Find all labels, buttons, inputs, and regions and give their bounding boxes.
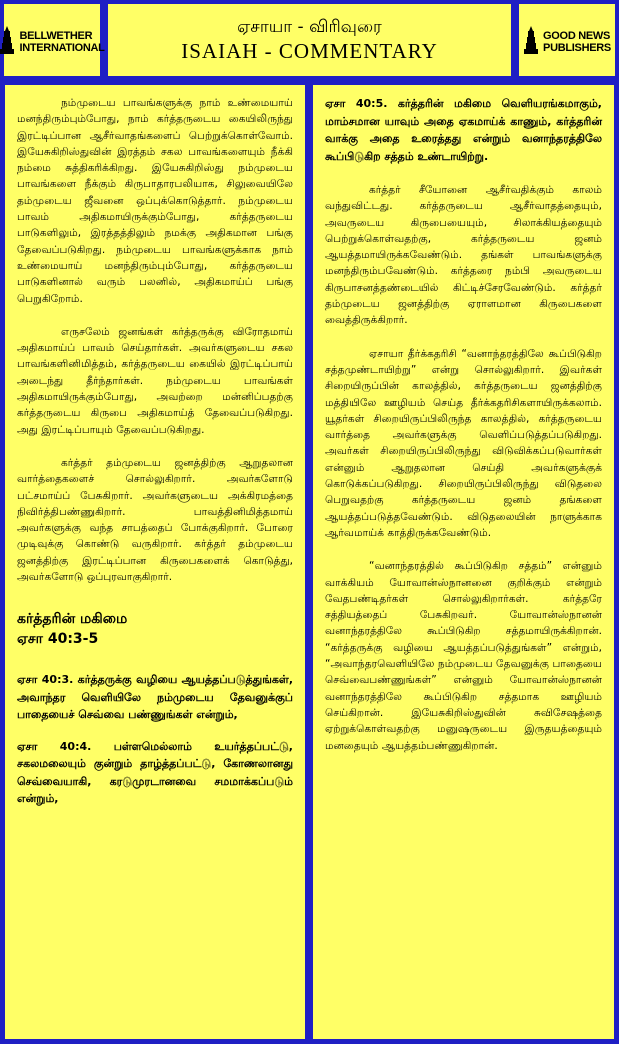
- section-reference: ஏசா 40:3-5: [17, 631, 99, 648]
- bell-tower-icon: [523, 26, 539, 54]
- logo-line2: PUBLISHERS: [543, 42, 611, 54]
- left-paragraph-3: கர்த்தர் தம்முடைய ஜனத்திற்கு ஆறுதலான வார்த்தைகளைச் சொல்லுகிறார். அவர்களோடு பட்சமாய்ப் பேசுகிறார். அவர்களுடைய அக்கிரமத்தை நிவிர்த்திபண்ணுகிறார். பாவத்தினிமித்தமாய் அவர்களுக்கு வந்த சாபத்தைப் போக்குகிறார். போரை முடிவுக்கு கொண்டு வருகிறார். கர்த்தர் தம்முடைய ஜனத்திற்கு இரட்டிப்பான கிருபைகளைக் கொடுத்து, அவர்களோடு ஒப்புரவாகுகிறார்.: [17, 456, 293, 584]
- logo-line1: GOOD NEWS: [543, 30, 611, 42]
- bell-tower-icon: [0, 26, 15, 54]
- title-english: ISAIAH - COMMENTARY: [181, 39, 438, 63]
- left-column: [5, 85, 305, 1039]
- left-paragraph-1: நம்முடைய பாவங்களுக்கு நாம் உண்மையாய் மனந்திரும்பும்போது, நாம் கர்த்தருடைய கையிலிருந்து இரட்டிப்பான ஆசீர்வாதங்களைப் பெற்றுக்கொள்வோம். இயேசுகிறிஸ்துவின் இரத்தம் சகல பாவங்களையும் நீக்கி நம்மை சுத்திகரிக்கிறது. இயேசுகிறிஸ்து நம்முடைய பாவங்களை நீக்கும் கிருபாதாரபலியாக, சிலுவையிலே தம்முடைய ஜீவனை ஒப்புக்கொடுத்தார். நம்முடைய பாவம் அதிகமாயிருக்கும்போது, கர்த்தருடைய பாடுகளிலும், இரத்தத்திலும் நமக்கு அதிகமான பங்கு தேவைப்படுகிறது. நம்முடைய பாவங்களுக்காக நாம் உண்மையாய் மனந்திரும்பும்போது, கர்த்தருடைய பாடுகளினால் வரும் பலனில், அதிகமாய்ப் பங்கு பெறுகிறோம்.: [17, 97, 293, 305]
- page-header: [108, 4, 511, 76]
- verse-40-3: ஏசா 40:3. கர்த்தருக்கு வழியை ஆயத்தப்படுத்துங்கள், அவாந்தர வெளியிலே நம்முடைய தேவனுக்குப் பாதையைச் செவ்வை பண்ணுங்கள் என்றும்,: [17, 673, 293, 722]
- section-heading: கர்த்தரின் மகிமை: [17, 611, 128, 628]
- logo-line1: BELLWETHER: [19, 30, 93, 42]
- right-paragraph-2: ஏசாயா தீர்க்கதரிசி “வனாந்தரத்திலே கூப்பிடுகிற சத்தமுண்டாயிற்று” என்று சொல்லுகிறார். இவர்கள் சிறையிருப்பின் காலத்தில், கர்த்தருடைய ஜனத்திற்கு மத்தியிலே ஊழியம் செய்த தீர்க்கதரிசிகளாயிருக்கலாம். யூதர்கள் சிறையிருப்பிலிருந்த காலத்தில், கர்த்தருடைய வார்த்தை அவர்களுக்கு வெளிப்படுத்தப்படுகிறது. அவர்கள் சிறையிருப்பிலிருந்து விடுவிக்கப்படுவார்கள் என்னும் ஆறுதலான செய்தி அவர்களுக்குக் கொடுக்கப்படுகிறது. சிறையிருப்பிலிருந்து விடுதலை பெறுவதற்கு கர்த்தருடைய ஜனம் தங்களை ஆயத்தப்படுத்தவேண்டும். விடுதலையின் நாளுக்காக ஆர்வமாய்க் காத்திருக்கவேண்டும்.: [325, 347, 602, 539]
- verse-40-5: ஏசா 40:5. கர்த்தரின் மகிமை வெளியரங்கமாகும், மாம்சமான யாவும் அதை ஏகமாய்க் காணும், கர்த்தரின் வாக்கு அதை உரைத்தது என்றும் வனாந்தரத்திலே கூப்பிடுகிற சத்தம் உண்டாயிற்று.: [325, 97, 602, 163]
- logo-line2: INTERNATIONAL: [19, 42, 105, 54]
- title-tamil: ஏசாயா - விரிவுரை: [237, 17, 382, 37]
- right-paragraph-3: “வனாந்தரத்தில் கூப்பிடுகிற சத்தம்” என்னும் வாக்கியம் யோவான்ஸ்நானனை குறிக்கும் என்றும் வேதபண்டிதர்கள் சொல்லுகிறார்கள். கர்த்தரே சத்தியத்தைப் பேசுகிறவர். யோவான்ஸ்நானன் வனாந்தரத்திலே கூப்பிடுகிற சத்தமாயிருக்கிறான். “கர்த்தருக்கு வழியை ஆயத்தப்படுத்துங்கள்” என்றும், “அவாந்தரவெளியிலே நம்முடைய தேவனுக்கு பாதையை செவ்வைபண்ணுங்கள்” என்னும் யோவான்ஸ்நானன் வனாந்தரத்திலே கூப்பிடுகிற சத்தமாக ஊழியம் செய்கிறான். இயேசுகிறிஸ்துவின் சுவிசேஷத்தை ஏற்றுக்கொள்வதற்கு மனுஷருடைய இருதயத்தையும் மனதையும் ஆயத்தம்பண்ணுகிறான்.: [325, 560, 602, 752]
- verse-40-4: ஏசா 40:4. பள்ளமெல்லாம் உயர்த்தப்பட்டு, சகலமலையும் குன்றும் தாழ்த்தப்பட்டு, கோணலானது செவ்வையாகி, கரடுமுரடானவை சமமாக்கப்படும் என்றும்,: [17, 739, 293, 806]
- right-paragraph-1: கர்த்தர் சீயோனை ஆசீர்வதிக்கும் காலம் வந்துவிட்டது. கர்த்தருடைய ஆசீர்வாதத்தையும், அவருடைய கிருபையையும், சிலாக்கியத்தையும் பெற்றுக்கொள்வதற்கு, கர்த்தருடைய ஜனம் ஆயத்தமாயிருக்கவேண்டும். தங்கள் பாவங்களுக்கு மனந்திரும்பவேண்டும். கர்த்தரை நம்பி அவருடைய கிருபாசனத்தண்டையில் கிட்டிச்சேரவேண்டும். கர்த்தர் தம்முடைய ஜனத்திற்கு ஏராளமான கிருபைகளை வைத்திருக்கிறார்.: [325, 184, 602, 327]
- bellwether-logo: [4, 4, 105, 76]
- left-paragraph-2: எருசலேம் ஜனங்கள் கர்த்தருக்கு விரோதமாய் அதிகமாய்ப் பாவம் செய்தார்கள். அவர்களுடைய சகல பாவங்களினிமித்தம், கர்த்தருடைய கையில் இரட்டிப்பாய் அடைந்து தீர்ந்தார்கள். நம்முடைய பாவங்கள் அதிகமாயிருக்கும்போது, அவற்றை மன்னிப்பதற்கு கர்த்தருடைய கிருபை அதிகமாய்த் தேவைப்படுகிறது. அது இரட்டிப்பாயும் தேவைப்படுகிறது.: [17, 325, 293, 436]
- right-column: [313, 85, 614, 1039]
- good-news-logo: [519, 4, 615, 76]
